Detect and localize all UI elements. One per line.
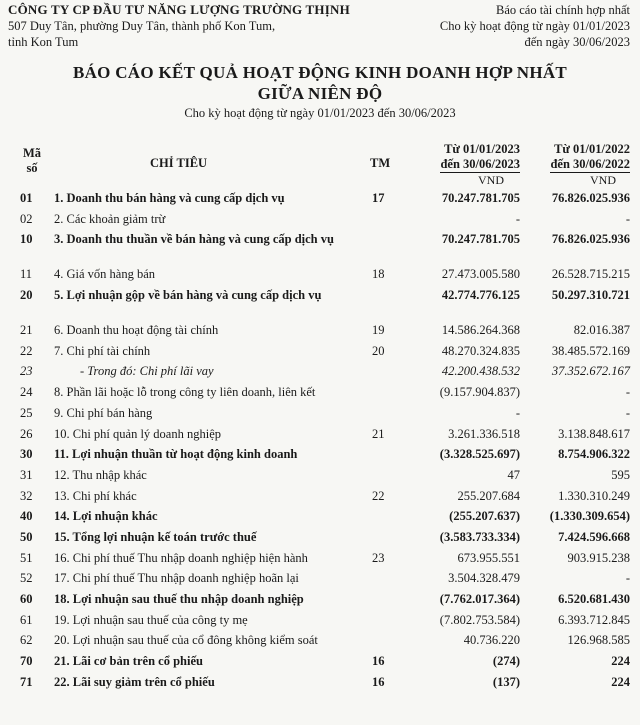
row-indicator: 19. Lợi nhuận sau thuế của công ty mẹ: [54, 612, 248, 627]
row-prior-value: 126.968.585: [567, 633, 630, 648]
row-current-value: 255.207.684: [457, 488, 520, 503]
row-current-value: 70.247.781.705: [441, 232, 520, 247]
page-title: [0, 62, 640, 104]
row-prior-value: 1.330.310.249: [558, 488, 630, 503]
row-code: 22: [20, 343, 33, 358]
row-current-value: 70.247.781.705: [441, 191, 520, 205]
row-current-value: (255.207.637): [449, 509, 520, 524]
row-code: 31: [20, 467, 33, 482]
row-code: 24: [20, 385, 33, 400]
row-indicator: 14. Lợi nhuận khác: [54, 509, 158, 524]
row-code: 51: [20, 550, 33, 565]
row-prior-value: 76.826.025.936: [551, 191, 630, 205]
row-code: 20: [20, 288, 33, 303]
row-current-value: 48.270.324.835: [441, 343, 520, 358]
row-code: 61: [20, 612, 33, 627]
row-indicator: 21. Lãi cơ bản trên cổ phiếu: [54, 654, 203, 669]
row-code: 70: [20, 654, 33, 669]
table-row: [0, 382, 640, 403]
table-row: [0, 672, 640, 693]
row-indicator: 11. Lợi nhuận thuần từ hoạt động kinh doanh: [54, 447, 298, 462]
row-current-value: (9.157.904.837): [439, 385, 520, 400]
row-code: 25: [20, 405, 33, 420]
header-code: [18, 146, 46, 176]
row-indicator: 15. Tổng lợi nhuận kế toán trước thuế: [54, 529, 257, 544]
row-current-value: (3.328.525.697): [439, 447, 520, 462]
header-code-line2: số: [26, 161, 38, 175]
header-current-period: [402, 142, 520, 173]
row-current-value: 42.200.438.532: [441, 364, 520, 379]
row-indicator: 1. Doanh thu bán hàng và cung cấp dịch vụ: [54, 191, 285, 205]
table-row: [0, 465, 640, 486]
row-indicator: 3. Doanh thu thuần về bán hàng và cung cấp dịch vụ: [54, 232, 334, 247]
table-row: [0, 568, 640, 589]
company-header: [8, 2, 350, 50]
row-prior-value: -: [625, 571, 630, 586]
row-current-value: 673.955.551: [457, 550, 520, 565]
row-prior-value: 6.393.712.845: [558, 612, 630, 627]
row-note: 20: [372, 343, 385, 358]
row-code: 30: [20, 447, 33, 462]
row-note: 22: [372, 488, 385, 503]
row-prior-value: 38.485.572.169: [551, 343, 630, 358]
row-code: 71: [20, 674, 33, 689]
row-prior-value: 82.016.387: [573, 323, 630, 338]
row-prior-value: 7.424.596.668: [558, 529, 630, 544]
header-code-line1: Mã: [22, 146, 42, 160]
company-address-line2: tỉnh Kon Tum: [8, 35, 79, 49]
header-current-line1: Từ 01/01/2023: [444, 142, 520, 156]
row-note: 17: [372, 191, 385, 205]
title-line1: BÁO CÁO KẾT QUẢ HOẠT ĐỘNG KINH DOANH HỢP NHẤT: [72, 63, 568, 82]
row-current-value: (137): [492, 674, 520, 689]
row-prior-value: 595: [611, 467, 630, 482]
table-row: [0, 285, 640, 320]
row-prior-value: 903.915.238: [567, 550, 630, 565]
row-prior-value: 224: [611, 674, 630, 689]
table-row: [0, 209, 640, 230]
row-code: 50: [20, 529, 33, 544]
table-row: [0, 506, 640, 527]
row-current-value: 3.504.328.479: [448, 571, 520, 586]
row-indicator: 4. Giá vốn hàng bán: [54, 267, 156, 282]
row-prior-value: 50.297.310.721: [551, 288, 630, 303]
row-current-value: -: [515, 211, 520, 226]
row-code: 26: [20, 426, 33, 441]
row-current-value: 47: [507, 467, 520, 482]
table-row: [0, 651, 640, 672]
row-note: 16: [372, 674, 385, 689]
table-row: [0, 630, 640, 651]
row-current-value: 42.774.776.125: [441, 288, 520, 303]
table-row: [0, 264, 640, 285]
row-prior-value: 6.520.681.430: [558, 592, 630, 606]
row-code: 32: [20, 488, 33, 503]
header-note: TM: [370, 156, 391, 170]
table-row: [0, 589, 640, 610]
table-row: [0, 188, 640, 209]
row-indicator: 22. Lãi suy giảm trên cổ phiếu: [54, 674, 215, 689]
row-note: 18: [372, 267, 385, 282]
row-code: 62: [20, 633, 33, 648]
row-current-value: (3.583.733.334): [439, 529, 520, 544]
row-prior-value: 224: [611, 654, 630, 669]
row-code: 01: [20, 191, 33, 205]
row-code: 40: [20, 509, 33, 524]
row-code: 52: [20, 571, 33, 586]
unit-prior: VND: [590, 173, 616, 187]
row-indicator: 12. Thu nhập khác: [54, 467, 147, 482]
row-note: 23: [372, 550, 385, 565]
row-indicator: 20. Lợi nhuận sau thuế của cổ đông không kiểm soát: [54, 633, 318, 648]
row-current-value: 40.736.220: [463, 633, 520, 648]
page-subtitle: Cho kỳ hoạt động từ ngày 01/01/2023 đến 30/06/2023: [184, 106, 456, 120]
row-current-value: (7.802.753.584): [439, 612, 520, 627]
row-indicator: 16. Chi phí thuế Thu nhập doanh nghiệp hiện hành: [54, 550, 308, 565]
table-row: [0, 548, 640, 569]
table-row: [0, 229, 640, 264]
table-row: [0, 320, 640, 341]
title-line2: GIỮA NIÊN ĐỘ: [257, 84, 383, 103]
unit-current: VND: [478, 173, 504, 187]
row-code: 23: [20, 364, 33, 379]
report-period-end: đến ngày 30/06/2023: [524, 35, 630, 49]
company-name: CÔNG TY CP ĐẦU TƯ NĂNG LƯỢNG TRƯỜNG THỊNH: [8, 2, 350, 17]
header-prior-line1: Từ 01/01/2022: [554, 142, 630, 156]
row-current-value: (7.762.017.364): [439, 592, 520, 606]
row-code: 02: [20, 211, 33, 226]
row-indicator: 17. Chi phí thuế Thu nhập doanh nghiệp hoãn lại: [54, 571, 299, 586]
row-prior-value: 37.352.672.167: [551, 364, 630, 379]
row-indicator: 7. Chi phí tài chính: [54, 343, 151, 358]
row-indicator: 10. Chi phí quản lý doanh nghiệp: [54, 426, 221, 441]
company-address-line1: 507 Duy Tân, phường Duy Tân, thành phố Kon Tum,: [8, 19, 276, 33]
table-row: [0, 610, 640, 631]
row-code: 11: [20, 267, 33, 282]
table-row: [0, 341, 640, 362]
row-prior-value: 3.138.848.617: [558, 426, 630, 441]
row-current-value: 14.586.264.368: [441, 323, 520, 338]
row-note: 21: [372, 426, 385, 441]
row-indicator: 13. Chi phí khác: [54, 488, 137, 503]
row-prior-value: (1.330.309.654): [549, 509, 630, 524]
income-statement-table: [0, 188, 640, 692]
report-type: Báo cáo tài chính hợp nhất: [495, 3, 630, 17]
row-code: 21: [20, 323, 33, 338]
row-code: 10: [20, 232, 33, 247]
report-header: [440, 2, 630, 50]
header-indicator: CHỈ TIÊU: [150, 156, 208, 170]
row-indicator: 18. Lợi nhuận sau thuế thu nhập doanh nghiệp: [54, 592, 304, 606]
row-prior-value: 76.826.025.936: [551, 232, 630, 247]
row-prior-value: 26.528.715.215: [551, 267, 630, 282]
row-current-value: 3.261.336.518: [448, 426, 520, 441]
table-row: [0, 361, 640, 382]
row-note: 16: [372, 654, 385, 669]
table-row: [0, 403, 640, 424]
header-current-line2: đến 30/06/2023: [440, 157, 520, 171]
row-current-value: 27.473.005.580: [441, 267, 520, 282]
row-current-value: (274): [492, 654, 520, 669]
row-indicator: 9. Chi phí bán hàng: [54, 405, 153, 420]
row-prior-value: -: [625, 405, 630, 420]
row-indicator: - Trong đó: Chi phí lãi vay: [80, 364, 214, 379]
header-prior-period: [514, 142, 630, 173]
row-prior-value: 8.754.906.322: [558, 447, 630, 462]
table-row: [0, 424, 640, 445]
row-code: 60: [20, 592, 33, 606]
row-note: 19: [372, 323, 385, 338]
row-prior-value: -: [625, 211, 630, 226]
row-current-value: -: [515, 405, 520, 420]
row-indicator: 2. Các khoản giảm trừ: [54, 211, 166, 226]
report-period-start: Cho kỳ hoạt động từ ngày 01/01/2023: [439, 19, 630, 33]
row-prior-value: -: [625, 385, 630, 400]
table-row: [0, 444, 640, 465]
table-header: [0, 142, 640, 192]
header-prior-line2: đến 30/06/2022: [550, 157, 630, 171]
table-row: [0, 486, 640, 507]
row-indicator: 8. Phần lãi hoặc lỗ trong công ty liên doanh, liên kết: [54, 385, 316, 400]
row-indicator: 6. Doanh thu hoạt động tài chính: [54, 323, 219, 338]
row-indicator: 5. Lợi nhuận gộp về bán hàng và cung cấp dịch vụ: [54, 288, 322, 303]
table-row: [0, 527, 640, 548]
